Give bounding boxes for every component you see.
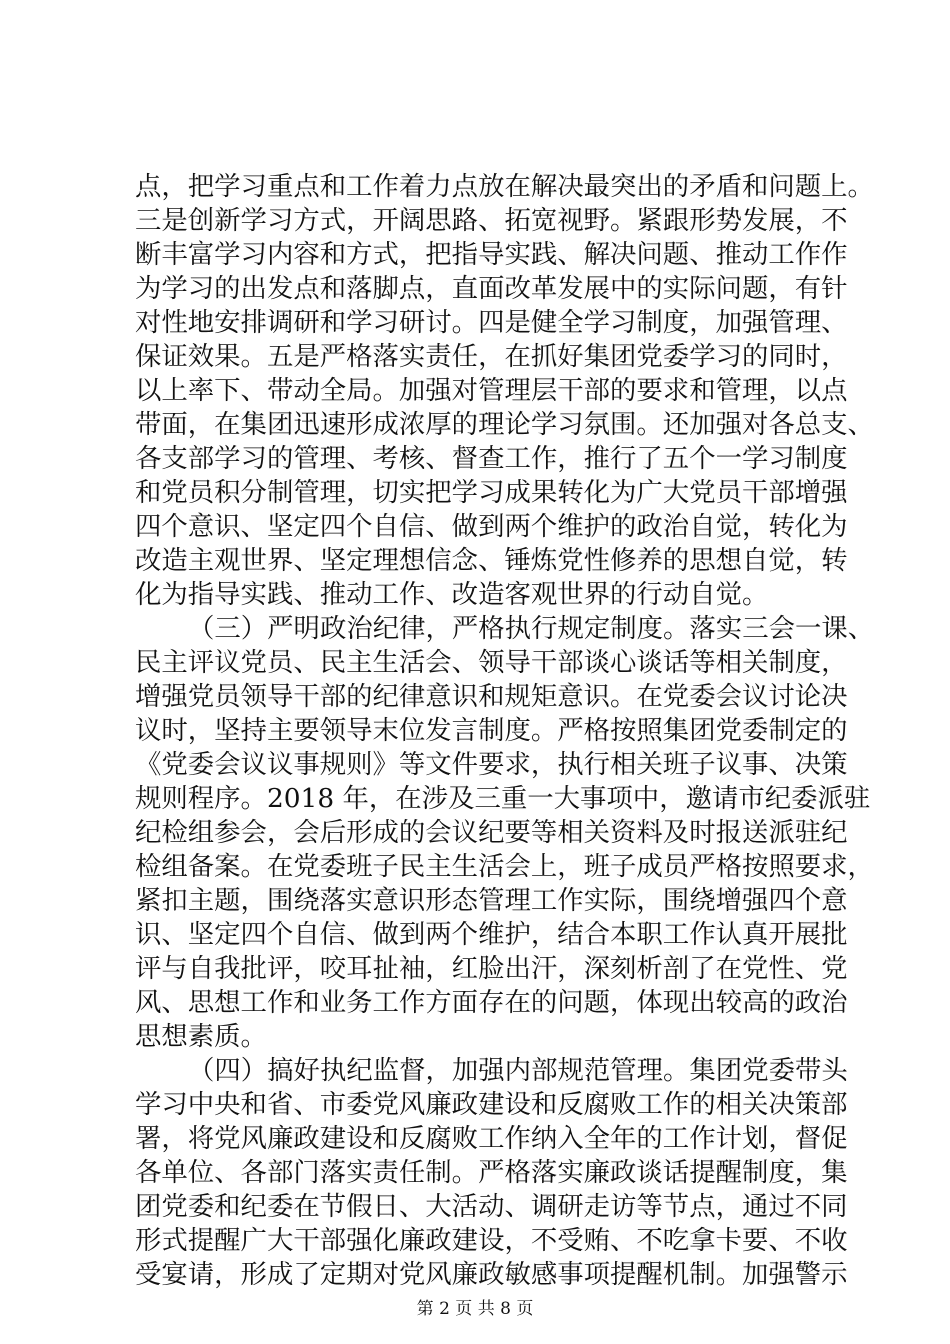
- text-line: 形式提醒广大干部强化廉政建设，不受贿、不吃拿卡要、不收: [135, 1225, 848, 1256]
- text-line: 《党委会议议事规则》等文件要求，执行相关班子议事、决策: [135, 749, 848, 780]
- text-line: 团党委和纪委在节假日、大活动、调研走访等节点，通过不同: [135, 1191, 848, 1222]
- text-line: 思想素质。: [135, 1021, 267, 1052]
- paragraph-heading-4: （四）搞好执纪监督，加强内部规范管理。集团党委带头: [188, 1055, 848, 1086]
- text-line: 紧扣主题，围绕落实意识形态管理工作实际，围绕增强四个意: [135, 885, 848, 916]
- text-line: 对性地安排调研和学习研讨。四是健全学习制度，加强管理、: [135, 307, 848, 338]
- text-line: 点，把学习重点和工作着力点放在解决最突出的矛盾和问题上。: [135, 171, 874, 202]
- text-line: 四个意识、坚定四个自信、做到两个维护的政治自觉，转化为: [135, 511, 848, 542]
- text-line: 和党员积分制管理，切实把学习成果转化为广大党员干部增强: [135, 477, 848, 508]
- text-line: 检组备案。在党委班子民主生活会上，班子成员严格按照要求，: [135, 851, 874, 882]
- paragraph-heading-3: （三）严明政治纪律，严格执行规定制度。落实三会一课、: [188, 613, 875, 644]
- text-line: 署，将党风廉政建设和反腐败工作纳入全年的工作计划，督促: [135, 1123, 848, 1154]
- text-line: 民主评议党员、民主生活会、领导干部谈心谈话等相关制度，: [135, 647, 848, 678]
- body-text: [135, 170, 875, 1292]
- text-line: 增强党员领导干部的纪律意识和规矩意识。在党委会议讨论决: [135, 681, 848, 712]
- text-line: 改造主观世界、坚定理想信念、锤炼党性修养的思想自觉，转: [135, 545, 848, 576]
- text-line: 断丰富学习内容和方式，把指导实践、解决问题、推动工作作: [135, 239, 848, 270]
- text-line: 评与自我批评，咬耳扯袖，红脸出汗，深刻析剖了在党性、党: [135, 953, 848, 984]
- text-line: 化为指导实践、推动工作、改造客观世界的行动自觉。: [135, 579, 769, 610]
- text-line: 识、坚定四个自信、做到两个维护，结合本职工作认真开展批: [135, 919, 848, 950]
- text-line: 三是创新学习方式，开阔思路、拓宽视野。紧跟形势发展，不: [135, 205, 848, 236]
- text-line: 纪检组参会，会后形成的会议纪要等相关资料及时报送派驻纪: [135, 817, 848, 848]
- text-line: 学习中央和省、市委党风廉政建设和反腐败工作的相关决策部: [135, 1089, 848, 1120]
- text-line: 带面，在集团迅速形成浓厚的理论学习氛围。还加强对各总支、: [135, 409, 874, 440]
- text-line: 风、思想工作和业务工作方面存在的问题，体现出较高的政治: [135, 987, 848, 1018]
- text-line: 以上率下、带动全局。加强对管理层干部的要求和管理，以点: [135, 375, 848, 406]
- text-line: 各支部学习的管理、考核、督查工作，推行了五个一学习制度: [135, 443, 848, 474]
- text-line: 为学习的出发点和落脚点，直面改革发展中的实际问题，有针: [135, 273, 848, 304]
- text-line: 规则程序。2018 年，在涉及三重一大事项中，邀请市纪委派驻: [135, 783, 871, 814]
- page-number-footer: 第 2 页 共 8 页: [416, 1299, 534, 1319]
- text-line: 议时，坚持主要领导末位发言制度。严格按照集团党委制定的: [135, 715, 848, 746]
- text-line: 受宴请，形成了定期对党风廉政敏感事项提醒机制。加强警示: [135, 1259, 848, 1290]
- text-line: 保证效果。五是严格落实责任，在抓好集团党委学习的同时，: [135, 341, 848, 372]
- text-line: 各单位、各部门落实责任制。严格落实廉政谈话提醒制度，集: [135, 1157, 848, 1188]
